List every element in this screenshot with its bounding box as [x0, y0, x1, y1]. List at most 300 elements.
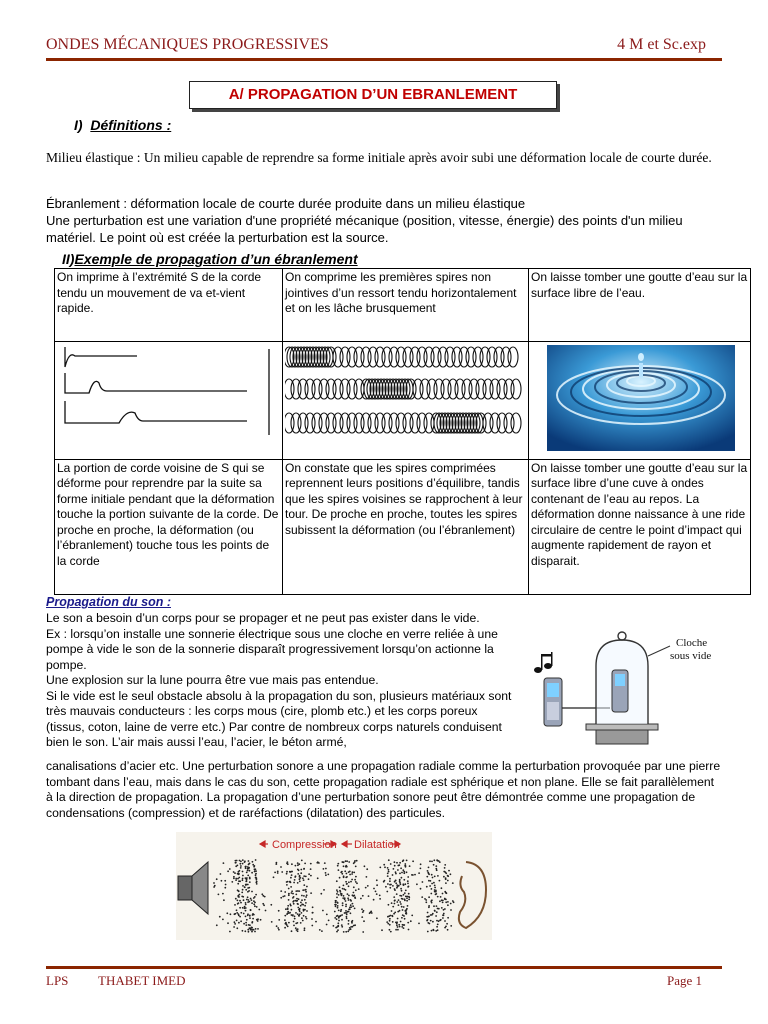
air-particle	[297, 930, 299, 932]
air-particle	[302, 920, 304, 922]
air-particle	[250, 898, 252, 900]
air-particle	[398, 864, 400, 866]
air-particle	[312, 912, 314, 914]
air-particle	[234, 872, 236, 874]
air-particle	[403, 906, 405, 908]
air-particle	[343, 888, 345, 890]
air-particle	[338, 920, 340, 922]
air-particle	[389, 929, 391, 931]
air-particle	[354, 897, 356, 899]
air-particle	[341, 919, 343, 921]
air-particle	[240, 867, 242, 869]
air-particle	[302, 889, 304, 891]
air-particle	[341, 895, 343, 897]
air-particle	[410, 920, 412, 922]
air-particle	[406, 897, 408, 899]
air-particle	[384, 880, 386, 882]
air-particle	[253, 900, 255, 902]
air-particle	[443, 871, 445, 873]
air-particle	[325, 872, 327, 874]
air-particle	[442, 917, 444, 919]
air-particle	[311, 925, 313, 927]
air-particle	[286, 924, 288, 926]
air-particle	[341, 926, 343, 928]
air-particle	[437, 875, 439, 877]
air-particle	[353, 886, 355, 888]
air-particle	[257, 918, 259, 920]
air-particle	[398, 899, 400, 901]
air-particle	[406, 871, 408, 873]
air-particle	[248, 863, 250, 865]
air-particle	[300, 905, 302, 907]
air-particle	[344, 897, 346, 899]
air-particle	[291, 890, 293, 892]
air-particle	[343, 865, 345, 867]
air-particle	[356, 860, 358, 862]
level-label: 4 M et Sc.exp	[617, 36, 706, 53]
air-particle	[433, 882, 435, 884]
air-particle	[297, 907, 299, 909]
milieu-elastique-paragraph: Milieu élastique : Un milieu capable de reprendre sa forme initiale après avoir subi une déformation locale de courte durée.	[46, 150, 712, 165]
son-paragraph	[46, 611, 516, 751]
air-particle	[394, 903, 396, 905]
air-particle	[278, 910, 280, 912]
air-particle	[436, 926, 438, 928]
air-particle	[243, 913, 245, 915]
air-particle	[244, 860, 246, 862]
air-particle	[303, 895, 305, 897]
air-particle	[254, 896, 256, 898]
air-particle	[446, 923, 448, 925]
air-particle	[427, 922, 429, 924]
examples-label: Exemple de propagation d’un ébranlement	[74, 251, 358, 267]
son-line: Une explosion sur la lune pourra être vue mais pas entendue.	[46, 673, 379, 687]
air-particle	[354, 860, 356, 862]
compression-label: Compression	[272, 839, 337, 851]
air-particle	[281, 871, 283, 873]
air-particle	[238, 890, 240, 892]
air-particle	[400, 921, 402, 923]
section-a-title: A/ PROPAGATION D’UN EBRANLEMENT	[189, 81, 557, 109]
air-particle	[356, 882, 358, 884]
air-particle	[350, 881, 352, 883]
air-particle	[280, 866, 282, 868]
air-particle	[436, 905, 438, 907]
air-particle	[288, 894, 290, 896]
air-particle	[336, 926, 338, 928]
bell-jar-illustration	[526, 626, 726, 746]
air-particle	[441, 887, 443, 889]
air-particle	[430, 914, 432, 916]
air-particle	[260, 919, 262, 921]
air-particle	[396, 862, 398, 864]
air-particle	[395, 882, 397, 884]
air-particle	[400, 867, 402, 869]
air-particle	[297, 873, 299, 875]
air-particle	[337, 902, 339, 904]
air-particle	[325, 868, 327, 870]
air-particle	[308, 873, 310, 875]
air-particle	[235, 878, 237, 880]
air-particle	[390, 915, 392, 917]
air-particle	[233, 878, 235, 880]
air-particle	[252, 918, 254, 920]
air-particle	[298, 890, 300, 892]
examples-heading	[62, 251, 358, 267]
air-particle	[405, 890, 407, 892]
air-particle	[427, 872, 429, 874]
air-particle	[434, 891, 436, 893]
air-particle	[444, 898, 446, 900]
air-particle	[249, 870, 251, 872]
spring-coil	[511, 379, 521, 399]
air-particle	[295, 865, 297, 867]
bell-label-1: Cloche	[676, 637, 708, 649]
air-particle	[291, 930, 293, 932]
air-particle	[305, 916, 307, 918]
air-particle	[387, 875, 389, 877]
air-particle	[308, 878, 310, 880]
air-particle	[306, 886, 308, 888]
air-particle	[295, 927, 297, 929]
air-particle	[276, 925, 278, 927]
air-particle	[288, 893, 290, 895]
air-particle	[294, 918, 296, 920]
air-particle	[238, 880, 240, 882]
air-particle	[388, 859, 390, 861]
air-particle	[301, 903, 303, 905]
air-particle	[255, 874, 257, 876]
air-particle	[345, 900, 347, 902]
air-particle	[305, 876, 307, 878]
air-particle	[234, 913, 236, 915]
air-particle	[248, 890, 250, 892]
air-particle	[242, 859, 244, 861]
air-particle	[398, 904, 400, 906]
air-particle	[292, 897, 294, 899]
air-particle	[304, 863, 306, 865]
air-particle	[386, 891, 388, 893]
air-particle	[238, 871, 240, 873]
air-particle	[287, 905, 289, 907]
air-particle	[418, 872, 420, 874]
air-particle	[337, 925, 339, 927]
air-particle	[411, 874, 413, 876]
air-particle	[400, 883, 402, 885]
table-cell-ressort-setup: On comprime les premières spires non jointives d’un ressort tendu horizontalement et on les lâche brusquement	[283, 269, 529, 342]
spring-figure	[283, 342, 529, 460]
air-particle	[363, 920, 365, 922]
air-particle	[233, 926, 235, 928]
air-particle	[392, 906, 394, 908]
air-particle	[288, 888, 290, 890]
air-particle	[388, 869, 390, 871]
air-particle	[445, 926, 447, 928]
air-particle	[408, 929, 410, 931]
air-particle	[388, 871, 390, 873]
water-drop-figure	[529, 342, 751, 460]
air-particle	[397, 929, 399, 931]
air-particle	[216, 878, 218, 880]
air-particle	[393, 896, 395, 898]
air-particle	[442, 893, 444, 895]
air-particle	[299, 875, 301, 877]
air-particle	[346, 914, 348, 916]
air-particle	[237, 896, 239, 898]
air-particle	[239, 863, 241, 865]
air-particle	[256, 906, 258, 908]
air-particle	[338, 917, 340, 919]
air-particle	[422, 881, 424, 883]
air-particle	[355, 866, 357, 868]
air-particle	[403, 859, 405, 861]
air-particle	[287, 863, 289, 865]
air-particle	[389, 920, 391, 922]
air-particle	[242, 863, 244, 865]
air-particle	[348, 929, 350, 931]
air-particle	[304, 927, 306, 929]
air-particle	[298, 909, 300, 911]
air-particle	[342, 888, 344, 890]
air-particle	[306, 918, 308, 920]
air-particle	[245, 877, 247, 879]
air-particle	[351, 879, 353, 881]
air-particle	[253, 929, 255, 931]
air-particle	[379, 898, 381, 900]
air-particle	[280, 897, 282, 899]
air-particle	[428, 896, 430, 898]
examples-table	[54, 268, 751, 595]
air-particle	[230, 913, 232, 915]
air-particle	[335, 904, 337, 906]
air-particle	[434, 876, 436, 878]
air-particle	[341, 871, 343, 873]
air-particle	[384, 866, 386, 868]
air-particle	[294, 916, 296, 918]
air-particle	[256, 877, 258, 879]
air-particle	[249, 881, 251, 883]
air-particle	[450, 925, 452, 927]
air-particle	[418, 923, 420, 925]
air-particle	[337, 891, 339, 893]
air-particle	[291, 909, 293, 911]
air-particle	[432, 913, 434, 915]
air-particle	[288, 922, 290, 924]
air-particle	[448, 870, 450, 872]
air-particle	[236, 909, 238, 911]
air-particle	[348, 871, 350, 873]
air-particle	[391, 910, 393, 912]
air-particle	[450, 873, 452, 875]
air-particle	[391, 902, 393, 904]
air-particle	[248, 931, 250, 933]
air-particle	[427, 870, 429, 872]
air-particle	[432, 877, 434, 879]
air-particle	[352, 920, 354, 922]
air-particle	[303, 910, 305, 912]
air-particle	[252, 864, 254, 866]
air-particle	[399, 901, 401, 903]
air-particle	[222, 919, 224, 921]
air-particle	[363, 910, 365, 912]
air-particle	[289, 881, 291, 883]
air-particle	[447, 917, 449, 919]
air-particle	[340, 909, 342, 911]
air-particle	[351, 873, 353, 875]
air-particle	[436, 911, 438, 913]
air-particle	[223, 899, 225, 901]
air-particle	[301, 860, 303, 862]
air-particle	[251, 922, 253, 924]
air-particle	[354, 908, 356, 910]
air-particle	[376, 879, 378, 881]
air-particle	[335, 900, 337, 902]
son-line: Si le vide est le seul obstacle absolu à la propagation du son, plusieurs matériaux sont très mauvais conducteurs : les corps mous (cire, plomb etc.) et les corps poreux (tissus, coton, laine de verre etc.) Par contre de nombreux corps naturels conduisent bien le son. L’air mais aussi l’eau, l’acier, le béton armé,	[46, 688, 512, 749]
air-particle	[247, 915, 249, 917]
air-particle	[407, 883, 409, 885]
air-particle	[445, 892, 447, 894]
air-particle	[337, 863, 339, 865]
air-particle	[346, 860, 348, 862]
air-particle	[240, 861, 242, 863]
air-particle	[443, 876, 445, 878]
air-particle	[245, 910, 247, 912]
air-particle	[371, 912, 373, 914]
table-cell-corde-setup: On imprime à l’extrémité S de la corde tendu un mouvement de va et-vient rapide.	[55, 269, 283, 342]
air-particle	[292, 901, 294, 903]
air-particle	[379, 895, 381, 897]
air-particle	[440, 896, 442, 898]
air-particle	[390, 884, 392, 886]
air-particle	[342, 905, 344, 907]
air-particle	[292, 893, 294, 895]
air-particle	[401, 877, 403, 879]
air-particle	[338, 910, 340, 912]
air-particle	[429, 885, 431, 887]
air-particle	[408, 896, 410, 898]
air-particle	[399, 926, 401, 928]
air-particle	[295, 890, 297, 892]
air-particle	[398, 924, 400, 926]
air-particle	[245, 889, 247, 891]
air-particle	[426, 876, 428, 878]
air-particle	[339, 877, 341, 879]
air-particle	[444, 864, 446, 866]
air-particle	[434, 885, 436, 887]
air-particle	[282, 896, 284, 898]
air-particle	[278, 919, 280, 921]
air-particle	[390, 931, 392, 933]
air-particle	[251, 927, 253, 929]
air-particle	[376, 893, 378, 895]
air-particle	[246, 880, 248, 882]
air-particle	[364, 865, 366, 867]
air-particle	[246, 899, 248, 901]
air-particle	[297, 928, 299, 930]
air-particle	[297, 869, 299, 871]
air-particle	[361, 916, 363, 918]
footer-rule	[46, 966, 722, 969]
air-particle	[348, 899, 350, 901]
air-particle	[244, 930, 246, 932]
air-particle	[350, 904, 352, 906]
air-particle	[402, 869, 404, 871]
air-particle	[301, 912, 303, 914]
air-particle	[220, 873, 222, 875]
air-particle	[434, 887, 436, 889]
air-particle	[294, 879, 296, 881]
air-particle	[447, 875, 449, 877]
air-particle	[354, 924, 356, 926]
air-particle	[288, 899, 290, 901]
air-particle	[343, 895, 345, 897]
air-particle	[222, 893, 224, 895]
air-particle	[341, 873, 343, 875]
air-particle	[406, 896, 408, 898]
air-particle	[280, 890, 282, 892]
air-particle	[399, 873, 401, 875]
table-cell-eau-setup: On laisse tomber une goutte d’eau sur la surface libre de l’eau.	[529, 269, 751, 342]
air-particle	[399, 862, 401, 864]
air-particle	[404, 898, 406, 900]
footer-author: THABET IMED	[98, 973, 186, 988]
air-particle	[236, 860, 238, 862]
air-particle	[353, 872, 355, 874]
air-particle	[311, 918, 313, 920]
air-particle	[251, 891, 253, 893]
air-particle	[373, 899, 375, 901]
air-particle	[389, 918, 391, 920]
air-particle	[348, 881, 350, 883]
table-cell-eau-observation: On laisse tomber une goutte d’eau sur la surface libre d’une cuve à ondes contenant de l’eau au repos. La déformation donne naissance à une ride circulaire de centre le point d’impact qui augmente rapidement de rayon et disparait.	[529, 459, 751, 594]
document-title: ONDES MÉCANIQUES PROGRESSIVES	[46, 36, 329, 53]
air-particle	[336, 897, 338, 899]
air-particle	[431, 902, 433, 904]
air-particle	[252, 861, 254, 863]
air-particle	[362, 895, 364, 897]
air-particle	[287, 907, 289, 909]
air-particle	[333, 925, 335, 927]
spring-coil	[508, 347, 518, 367]
air-particle	[235, 879, 237, 881]
air-particle	[432, 929, 434, 931]
air-particle	[238, 877, 240, 879]
air-particle	[253, 903, 255, 905]
air-particle	[238, 922, 240, 924]
air-particle	[335, 906, 337, 908]
air-particle	[385, 886, 387, 888]
air-particle	[404, 865, 406, 867]
air-particle	[327, 874, 329, 876]
air-particle	[348, 920, 350, 922]
air-particle	[386, 921, 388, 923]
air-particle	[252, 914, 254, 916]
air-particle	[400, 888, 402, 890]
phone-icon	[544, 678, 562, 726]
air-particle	[343, 931, 345, 933]
air-particle	[338, 894, 340, 896]
air-particle	[420, 868, 422, 870]
air-particle	[297, 882, 299, 884]
air-particle	[320, 893, 322, 895]
air-particle	[284, 915, 286, 917]
air-particle	[299, 880, 301, 882]
air-particle	[399, 910, 401, 912]
air-particle	[240, 912, 242, 914]
air-particle	[227, 870, 229, 872]
air-particle	[433, 905, 435, 907]
air-particle	[409, 865, 411, 867]
